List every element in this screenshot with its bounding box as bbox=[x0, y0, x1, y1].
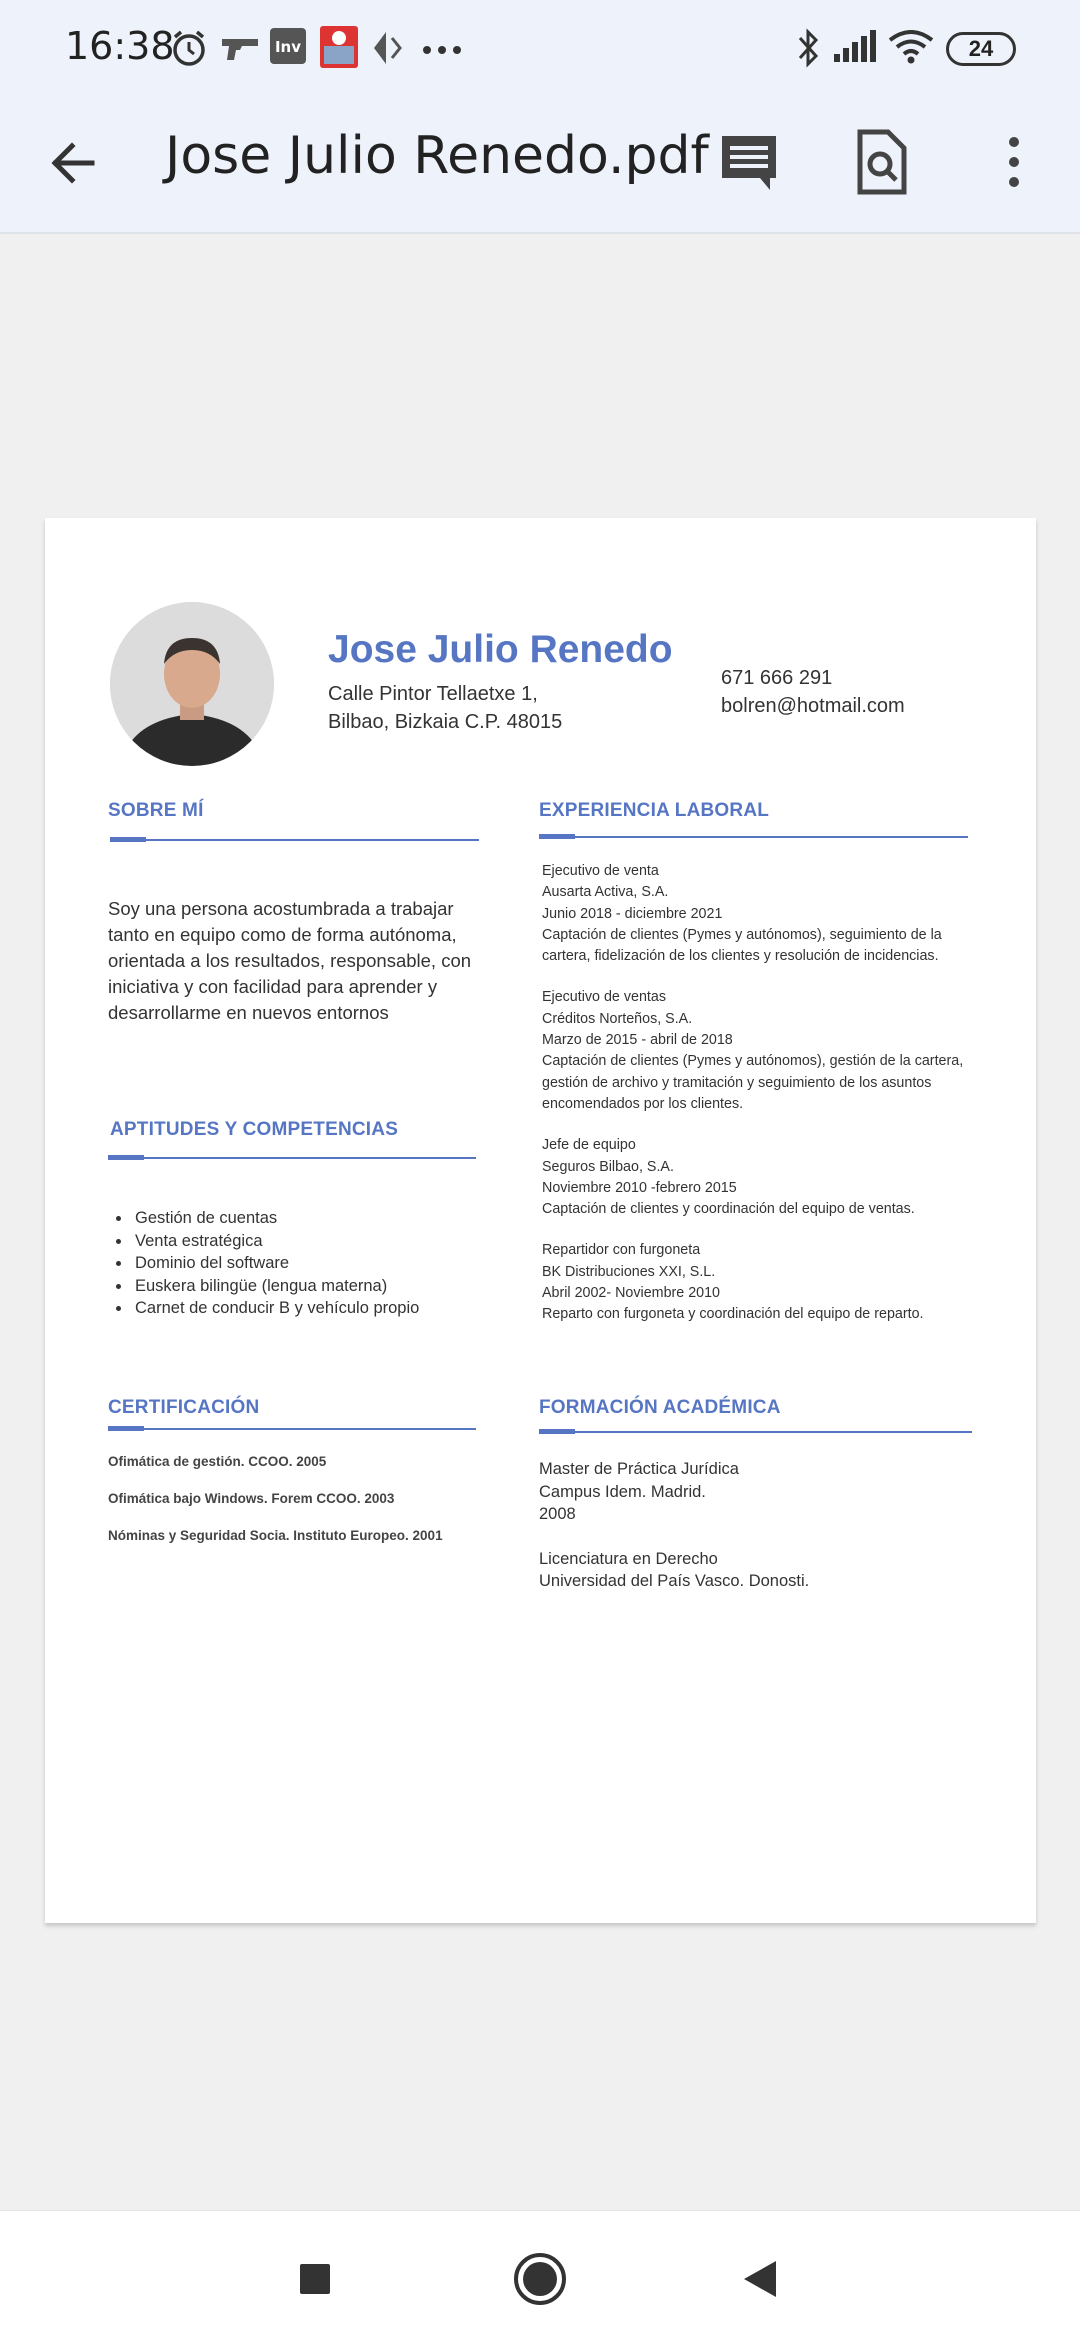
job-company: Créditos Norteños, S.A. bbox=[542, 1010, 693, 1027]
section-divider bbox=[539, 1431, 972, 1433]
cert-item: Ofimática de gestión. CCOO. 2005 bbox=[108, 1454, 327, 1469]
job-company: Ausarta Activa, S.A. bbox=[542, 884, 669, 901]
status-time: 16:38 bbox=[65, 24, 175, 68]
about-heading: SOBRE MÍ bbox=[108, 800, 204, 821]
institution: Universidad del País Vasco. Donosti. bbox=[539, 1572, 810, 1590]
direction-icon bbox=[372, 30, 404, 71]
degree: Master de Práctica Jurídica bbox=[539, 1460, 739, 1478]
job-entry bbox=[542, 987, 972, 1115]
profile-photo bbox=[110, 602, 274, 766]
job-period: Abril 2002- Noviembre 2010 bbox=[542, 1285, 721, 1302]
svg-text:Inv: Inv bbox=[274, 38, 302, 56]
job-role: Repartidor con furgoneta bbox=[542, 1242, 701, 1259]
address-line: Calle Pintor Tellaetxe 1, bbox=[328, 683, 538, 705]
more-vert-icon[interactable] bbox=[978, 126, 1050, 198]
job-entry bbox=[542, 1240, 972, 1325]
job-period: Junio 2018 - diciembre 2021 bbox=[542, 905, 723, 922]
email-address: bolren@hotmail.com bbox=[721, 695, 905, 717]
top-bar bbox=[0, 0, 1080, 234]
comment-icon[interactable] bbox=[714, 126, 786, 198]
document-title: Jose Julio Renedo.pdf bbox=[165, 126, 709, 186]
cert-item: Ofimática bajo Windows. Forem CCOO. 2003 bbox=[108, 1491, 395, 1506]
institution: Campus Idem. Madrid. bbox=[539, 1482, 706, 1501]
job-role: Ejecutivo de ventas bbox=[542, 989, 666, 1006]
list-item: Venta estratégica bbox=[108, 1230, 508, 1253]
list-item: Dominio del software bbox=[108, 1252, 508, 1275]
section-divider bbox=[539, 836, 968, 838]
resume-name: Jose Julio Renedo bbox=[328, 628, 673, 671]
list-item: Gestión de cuentas bbox=[108, 1207, 508, 1230]
job-period: Marzo de 2015 - abril de 2018 bbox=[542, 1032, 733, 1049]
job-description: Reparto con furgoneta y coordinación del equipo de reparto. bbox=[542, 1306, 924, 1323]
about-text: Soy una persona acostumbrada a trabajar tanto en equipo como de forma autónoma, orientada a los resultados, responsable, con iniciativa y con facilidad para aprender y desarrollarme en nuevos entornos bbox=[108, 898, 472, 1023]
experience-heading: EXPERIENCIA LABORAL bbox=[539, 800, 770, 821]
section-divider bbox=[108, 1428, 476, 1430]
contact-info bbox=[721, 664, 905, 720]
game-app-icon bbox=[320, 26, 358, 73]
section-divider bbox=[110, 839, 479, 841]
status-bar bbox=[0, 0, 1080, 100]
job-description: Captación de clientes (Pymes y autónomos), gestión de la cartera, gestión de archivo y tramitación y seguimiento de los asuntos encomendados por los clientes. bbox=[542, 1053, 964, 1112]
bluetooth-icon bbox=[796, 28, 822, 73]
more-dots-icon bbox=[422, 42, 462, 60]
section-divider bbox=[108, 1157, 476, 1159]
degree: Licenciatura en Derecho bbox=[539, 1549, 718, 1568]
education-list bbox=[539, 1458, 969, 1615]
job-entry bbox=[542, 1135, 972, 1220]
job-period: Noviembre 2010 -febrero 2015 bbox=[542, 1179, 737, 1196]
app-bar bbox=[0, 100, 1080, 234]
job-role: Jefe de equipo bbox=[542, 1137, 636, 1154]
year: 2008 bbox=[539, 1505, 576, 1523]
job-entry bbox=[542, 861, 972, 967]
list-item: Carnet de conducir B y vehículo propio bbox=[108, 1297, 508, 1320]
job-description: Captación de clientes y coordinación del equipo de ventas. bbox=[542, 1201, 915, 1218]
list-item: Euskera bilingüe (lengua materna) bbox=[108, 1275, 508, 1298]
job-company: BK Distribuciones XXI, S.L. bbox=[542, 1263, 716, 1280]
cert-item: Nóminas y Seguridad Socia. Instituto Europeo. 2001 bbox=[108, 1528, 443, 1543]
recents-square-icon[interactable] bbox=[285, 2249, 345, 2309]
phone-number: 671 666 291 bbox=[721, 667, 833, 689]
inv-app-icon bbox=[270, 28, 306, 69]
experience-list bbox=[542, 861, 972, 1346]
job-company: Seguros Bilbao, S.A. bbox=[542, 1158, 674, 1175]
education-entry bbox=[539, 1548, 969, 1593]
education-entry bbox=[539, 1458, 969, 1526]
cert-heading: CERTIFICACIÓN bbox=[108, 1397, 260, 1418]
address-line: Bilbao, Bizkaia C.P. 48015 bbox=[328, 711, 563, 733]
navigation-bar bbox=[0, 2210, 1080, 2340]
home-circle-icon[interactable] bbox=[510, 2249, 570, 2309]
gun-icon bbox=[220, 36, 260, 67]
back-arrow-icon[interactable] bbox=[42, 128, 112, 198]
education-heading: FORMACIÓN ACADÉMICA bbox=[539, 1397, 781, 1418]
skills-list bbox=[108, 1207, 508, 1320]
alarm-icon bbox=[170, 28, 208, 73]
resume-address bbox=[328, 680, 562, 736]
back-triangle-icon[interactable] bbox=[730, 2249, 790, 2309]
pdf-page bbox=[45, 518, 1036, 1923]
skills-heading: APTITUDES Y COMPETENCIAS bbox=[110, 1119, 399, 1140]
signal-icon bbox=[834, 28, 876, 69]
battery-icon: 24 bbox=[946, 32, 1016, 66]
job-role: Ejecutivo de venta bbox=[542, 863, 659, 879]
job-description: Captación de clientes (Pymes y autónomos), seguimiento de la cartera, fidelización de los clientes y resolución de incidencias. bbox=[542, 926, 942, 965]
wifi-icon bbox=[888, 30, 934, 69]
find-in-page-icon[interactable] bbox=[846, 126, 918, 198]
